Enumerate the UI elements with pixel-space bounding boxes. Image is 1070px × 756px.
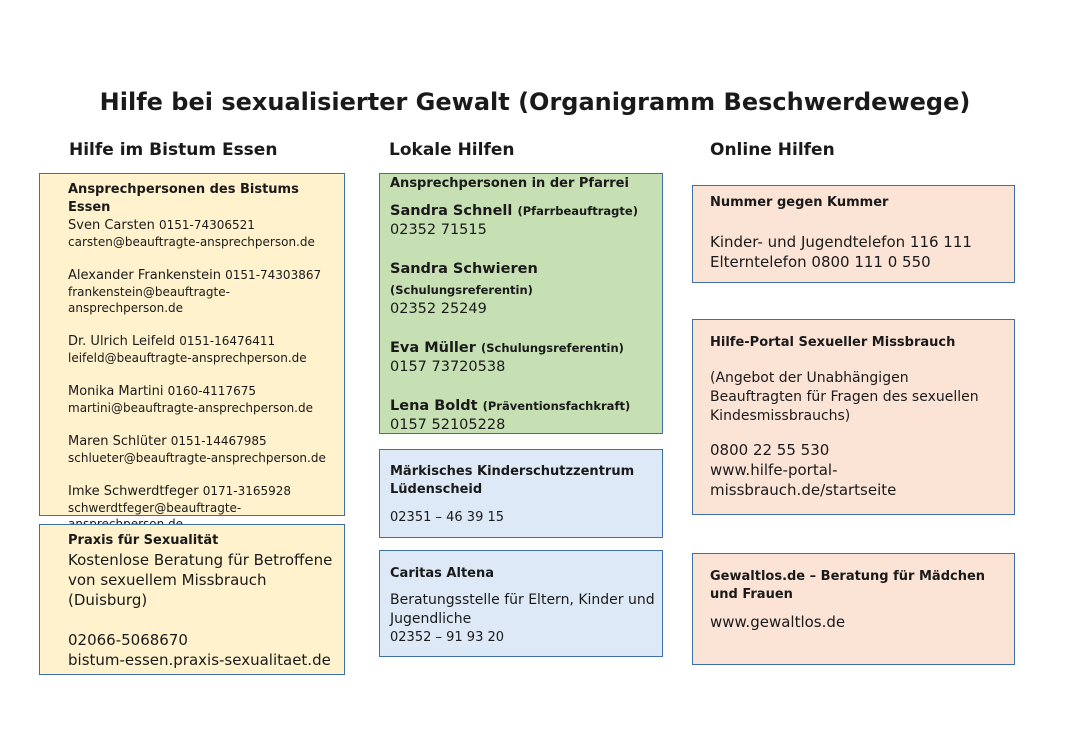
person-email: schwerdtfeger@beauftragte-: [68, 501, 242, 515]
caritas-description-2: Jugendliche: [390, 611, 472, 627]
caritas-heading: Caritas Altena: [390, 566, 495, 581]
kinderschutz-heading-1: Märkisches Kinderschutzzentrum: [390, 464, 635, 479]
person-name: Lena Boldt: [390, 398, 478, 414]
person-role: (Schulungsreferentin): [480, 341, 624, 355]
bistum-person-5: [68, 433, 344, 466]
hilfe-portal-box: [692, 319, 1015, 515]
praxis-website: bistum-essen.praxis-sexualitaet.de: [68, 651, 331, 669]
portal-website-2: missbrauch.de/startseite: [710, 481, 897, 499]
person-name: Sandra Schnell: [390, 203, 513, 219]
person-phone: 0151-74306521: [158, 218, 255, 232]
person-name: Dr. Ulrich Leifeld: [68, 334, 176, 349]
pfarrei-heading: Ansprechpersonen in der Pfarrei: [390, 176, 629, 191]
praxis-heading: Praxis für Sexualität: [68, 533, 219, 548]
gewaltlos-website: www.gewaltlos.de: [710, 613, 846, 631]
gewaltlos-heading-2: und Frauen: [710, 587, 793, 602]
gewaltlos-heading-1: Gewaltlos.de – Beratung für Mädchen: [710, 569, 986, 584]
person-email: carsten@beauftragte-ansprechperson.de: [68, 235, 315, 249]
person-role: (Pfarrbeauftragte): [517, 204, 638, 218]
person-email-cont: ansprechperson.de: [68, 301, 184, 315]
portal-heading: Hilfe-Portal Sexueller Missbrauch: [710, 335, 956, 350]
person-phone: 0171-3165928: [202, 484, 292, 498]
kummer-heading: Nummer gegen Kummer: [710, 195, 889, 210]
portal-website-1: www.hilfe-portal-: [710, 461, 838, 479]
bistum-person-1: [68, 217, 344, 250]
person-phone: 0157 52105228: [390, 417, 506, 433]
person-name: Maren Schlüter: [68, 434, 167, 449]
bistum-heading: Ansprechpersonen des Bistums Essen: [68, 182, 299, 215]
pfarrei-person-1: [390, 200, 662, 240]
caritas-phone: 02352 – 91 93 20: [390, 630, 505, 645]
kinderschutz-box: [379, 449, 663, 538]
caritas-box: [379, 550, 663, 657]
pfarrei-contacts-box: [379, 173, 663, 434]
portal-phone: 0800 22 55 530: [710, 441, 830, 459]
pfarrei-person-4: [390, 395, 662, 435]
kummer-line-1: Kinder- und Jugendtelefon 116 111: [710, 233, 972, 251]
person-role: (Schulungsreferentin): [390, 283, 533, 297]
portal-line-3: Kindesmissbrauchs): [710, 408, 851, 424]
person-phone: 02352 25249: [390, 301, 487, 317]
kummer-box: [692, 185, 1015, 283]
praxis-box: [39, 524, 345, 675]
person-phone: 0151-16476411: [179, 334, 276, 348]
person-phone: 0157 73720538: [390, 359, 506, 375]
person-phone: 0151-14467985: [170, 434, 267, 448]
kinderschutz-heading-2: Lüdenscheid: [390, 482, 483, 497]
person-name: Monika Martini: [68, 384, 164, 399]
person-name: Eva Müller: [390, 340, 476, 356]
person-phone: 0160-4117675: [167, 384, 256, 398]
person-email: schlueter@beauftragte-ansprechperson.de: [68, 451, 326, 465]
bistum-person-3: [68, 333, 344, 366]
person-name: Sven Carsten: [68, 218, 155, 233]
page-title: Hilfe bei sexualisierter Gewalt (Organigramm Beschwerdewege): [99, 88, 971, 116]
gewaltlos-box: [692, 553, 1015, 665]
caritas-description-1: Beratungsstelle für Eltern, Kinder und: [390, 592, 655, 608]
column-heading-lokal: Lokale Hilfen: [389, 140, 515, 160]
person-phone: 0151-74303867: [225, 268, 322, 282]
bistum-person-2: [68, 267, 344, 316]
portal-line-2: Beauftragten für Fragen des sexuellen: [710, 389, 979, 405]
kinderschutz-phone: 02351 – 46 39 15: [390, 510, 505, 525]
praxis-phone: 02066-5068670: [68, 631, 188, 649]
person-email: frankenstein@beauftragte-: [68, 285, 230, 299]
pfarrei-person-3: [390, 337, 662, 377]
person-phone: 02352 71515: [390, 222, 487, 238]
column-heading-bistum: Hilfe im Bistum Essen: [69, 140, 278, 160]
person-name: Imke Schwerdtfeger: [68, 484, 199, 499]
kummer-line-2: Elterntelefon 0800 111 0 550: [710, 253, 931, 271]
bistum-contacts-box: [39, 173, 345, 516]
portal-line-1: (Angebot der Unabhängigen: [710, 370, 909, 386]
bistum-person-4: [68, 383, 344, 416]
person-name: Sandra Schwieren: [390, 261, 538, 277]
praxis-description-2: von sexuellem Missbrauch (Duisburg): [68, 571, 267, 609]
praxis-description-1: Kostenlose Beratung für Betroffene: [68, 551, 333, 569]
person-name: Alexander Frankenstein: [68, 268, 222, 283]
column-heading-online: Online Hilfen: [710, 140, 835, 160]
person-role: (Präventionsfachkraft): [482, 399, 631, 413]
person-email: martini@beauftragte-ansprechperson.de: [68, 401, 313, 415]
person-email: leifeld@beauftragte-ansprechperson.de: [68, 351, 307, 365]
pfarrei-person-2: [390, 258, 662, 319]
